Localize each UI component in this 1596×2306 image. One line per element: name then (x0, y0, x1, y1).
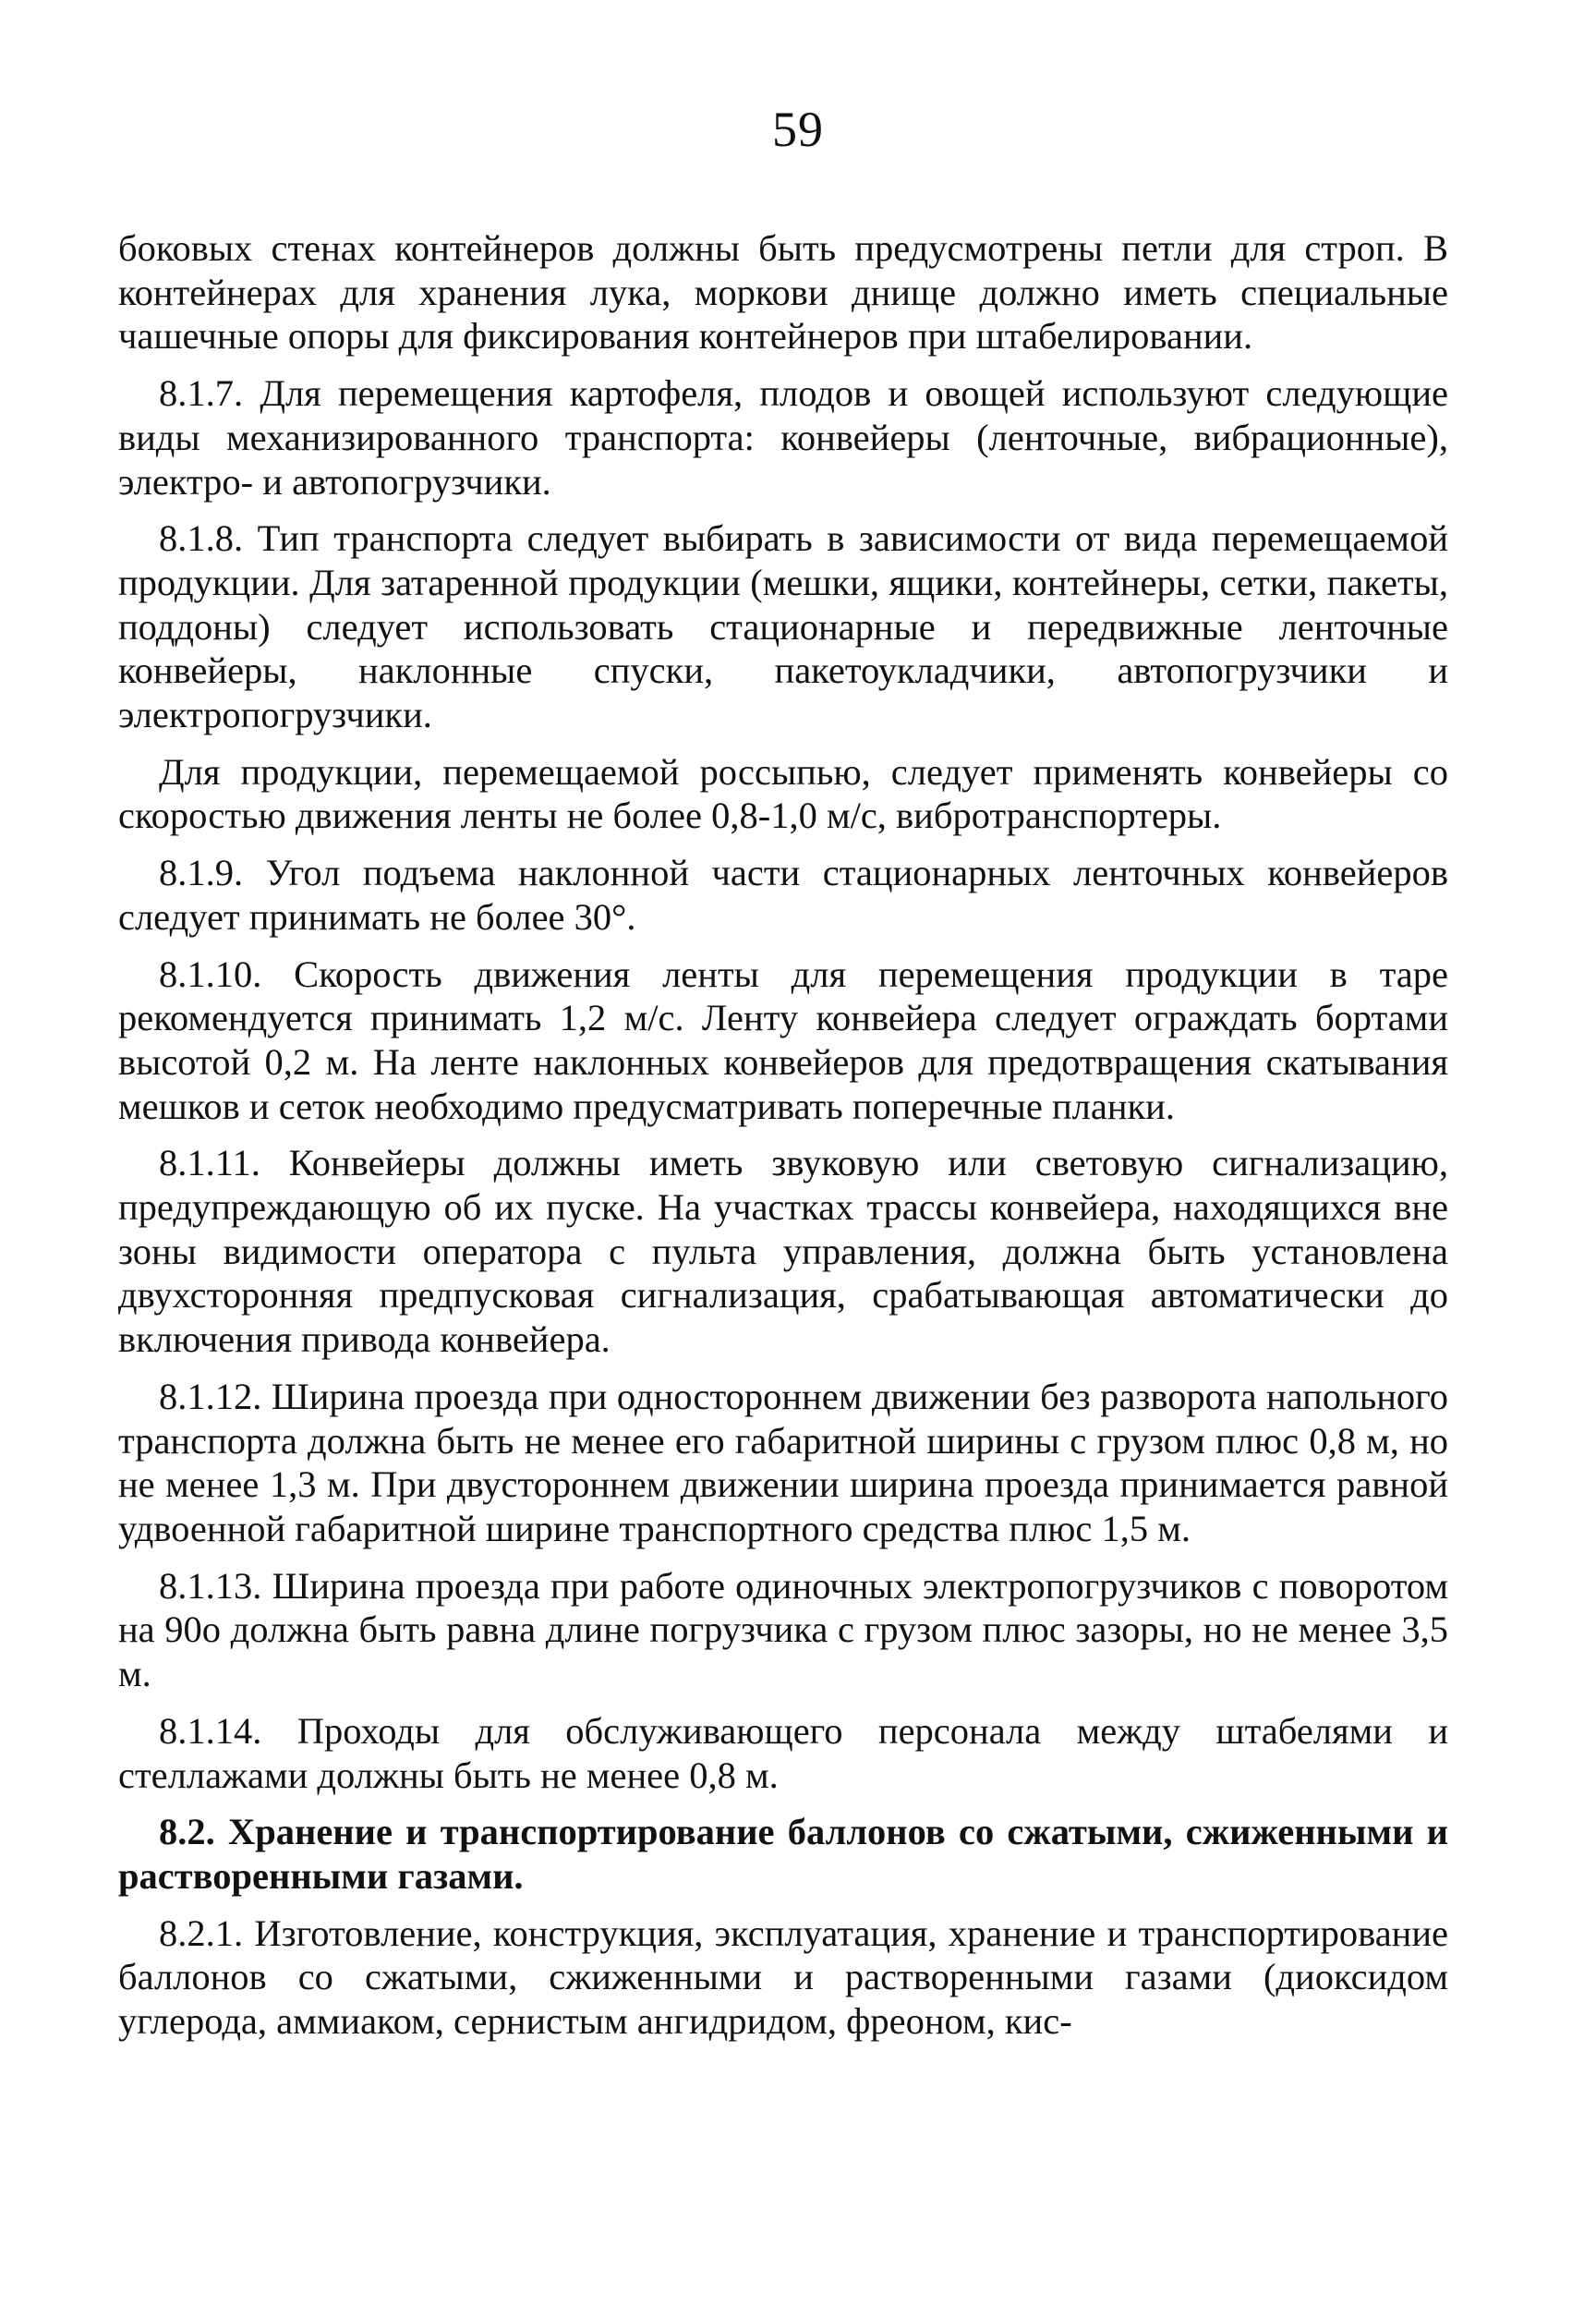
paragraph-8-1-12: 8.1.12. Ширина проезда при одностороннем движении без разворота напольного транспорта должна быть не менее его габаритной ширины с грузом плюс 0,8 м, но не менее 1,3 м. При двустороннем движении ширина проезда принимается равной удвоенной габаритной ширине транспортного средства плюс 1,5 м. (118, 1375, 1448, 1549)
paragraph-8-1-13: 8.1.13. Ширина проезда при работе одиночных электропогрузчиков с поворотом на 90о должна быть равна длине погрузчика с грузом плюс зазоры, но не менее 3,5 м. (118, 1564, 1448, 1695)
paragraph-8-1-10: 8.1.10. Скорость движения ленты для перемещения продукции в таре рекомендуется принимать 1,2 м/с. Ленту конвейера следует ограждать бортами высотой 0,2 м. На ленте наклонных конвейеров для предотвращения скатывания мешков и сеток необходимо предусматривать поперечные планки. (118, 953, 1448, 1127)
paragraph-8-1-11: 8.1.11. Конвейеры должны иметь звуковую или световую сигнализацию, предупреждающую об их пуске. На участках трассы конвейера, находящихся вне зоны видимости оператора с пульта управления, должна быть установлена двухсторонняя предпусковая сигнализация, срабатывающая автоматически до включения привода конвейера. (118, 1142, 1448, 1361)
paragraph-8-1-9: 8.1.9. Угол подъема наклонной части стационарных ленточных конвейеров следует принимать не более 30°. (118, 852, 1448, 938)
section-heading-8-2: 8.2. Хранение и транспортирование баллонов со сжатыми, сжиженными и растворенными газами. (118, 1811, 1448, 1897)
page-number: 59 (772, 102, 824, 157)
paragraph-8-1-8: 8.1.8. Тип транспорта следует выбирать в зависимости от вида перемещаемой продукции. Для затаренной продукции (мешки, ящики, контейнеры, сетки, пакеты, поддоны) следует использовать стационарные и передвижные ленточные конвейеры, наклонные спуски, пакетоукладчики, автопогрузчики и электропогрузчики. (118, 517, 1448, 736)
paragraph-8-2-1: 8.2.1. Изготовление, конструкция, эксплуатация, хранение и транспортирование баллонов со сжатыми, сжиженными и растворенными газами (диоксидом углерода, аммиаком, сернистым ангидридом, фреоном, кис- (118, 1912, 1448, 2043)
paragraph-8-1-7: 8.1.7. Для перемещения картофеля, плодов и овощей используют следующие виды механизированного транспорта: конвейеры (ленточные, вибрационные), электро- и автопогрузчики. (118, 372, 1448, 503)
paragraph-bulk-produce-conveyors: Для продукции, перемещаемой россыпью, следует применять конвейеры со скоростью движения ленты не более 0,8-1,0 м/с, вибротранспортеры. (118, 750, 1448, 837)
paragraph-container-loops-continuation: боковых стенах контейнеров должны быть предусмотрены петли для строп. В контейнерах для хранения лука, моркови днище должно иметь специальные чашечные опоры для фиксирования контейнеров при штабелировании. (118, 227, 1448, 358)
page-body (118, 226, 1448, 2044)
paragraph-8-1-14: 8.1.14. Проходы для обслуживающего персонала между штабелями и стеллажами должны быть не менее 0,8 м. (118, 1709, 1448, 1796)
